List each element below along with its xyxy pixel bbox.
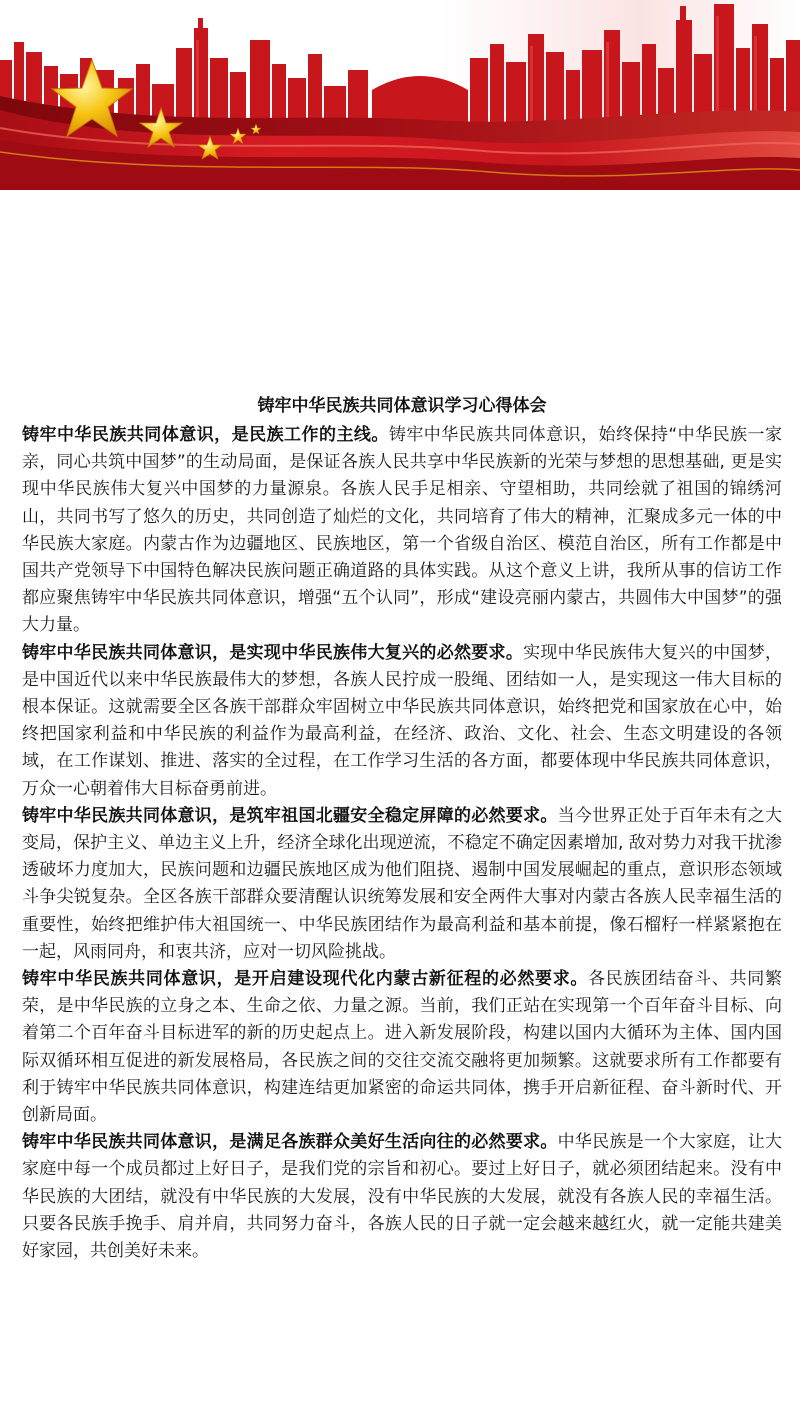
paragraph-lead: 铸牢中华民族共同体意识，是民族工作的主线。	[22, 425, 389, 445]
paragraph-body: 实现中华民族伟大复兴的中国梦，是中国近代以来中华民族最伟大的梦想，各族人民拧成一股绳、团结如一人，是实现这一伟大目标的根本保证。这就需要全区各族干部群众牢固树立中华民族共同体意识，始终把党和国家放在心中，始终把国家利益和中华民族的利益作为最高利益，在经济、政治、文化、社会、生态文明建设的各领域，在工作谋划、推进、落实的全过程，在工作学习生活的各方面，都要体现中华民族共同体意识，万众一心朝着伟大目标奋勇前进。	[22, 642, 783, 799]
paragraph-body: 中华民族是一个大家庭，让大家庭中每一个成员都过上好日子，是我们党的宗旨和初心。要过上好日子，就必须团结起来。没有中华民族的大团结，就没有中华民族的大发展，没有中华民族的大发展，就没有各族人民的幸福生活。只要各民族手挽手、肩并肩，共同努力奋斗，各族人民的日子就一定会越来越红火，就一定能共建美好家园，共创美好未来。	[22, 1132, 783, 1262]
paragraph-lead: 铸牢中华民族共同体意识，是开启建设现代化内蒙古新征程的必然要求。	[22, 969, 589, 990]
paragraph	[22, 803, 782, 966]
paragraph	[22, 1129, 782, 1265]
paragraph-body: 各民族团结奋斗、共同繁荣，是中华民族的立身之本、生命之依、力量之源。当前，我们正站在实现第一个百年奋斗目标、向着第二个百年奋斗目标进军的新的历史起点上。进入新发展阶段，构建以国内大循环为主体、国内国际双循环相互促进的新发展格局，各民族之间的交往交流交融将更加频繁。这就要求所有工作都要有利于铸牢中华民族共同体意识，构建连结更加紧密的命运共同体，携手开启新征程、奋斗新时代、开创新局面。	[22, 969, 782, 1126]
paragraph-lead: 铸牢中华民族共同体意识，是满足各族群众美好生活向往的必然要求。	[22, 1132, 558, 1153]
page-title: 铸牢中华民族共同体意识学习心得体会	[257, 396, 547, 416]
paragraph	[22, 966, 782, 1129]
document-body	[22, 392, 782, 1265]
paragraph	[22, 422, 782, 640]
paragraph-lead: 铸牢中华民族共同体意识，是实现中华民族伟大复兴的必然要求。	[22, 642, 524, 663]
paragraph-lead: 铸牢中华民族共同体意识，是筑牢祖国北疆安全稳定屏障的必然要求。	[22, 805, 558, 826]
paragraph-body: 铸牢中华民族共同体意识，始终保持“中华民族一家亲，同心共筑中国梦”的生动局面，是保证各族人民共享中华民族新的光荣与梦想的思想基础, 更是实现中华民族伟大复兴中国梦的力量源泉。各族人民手足相亲、守望相助，共同绘就了祖国的锦绣河山，共同书写了悠久的历史，共同创造了灿烂的文化，共同培育了伟大的精神，汇聚成多元一体的中华民族大家庭。内蒙古作为边疆地区、民族地区，第一个省级自治区、模范自治区，所有工作都是中国共产党领导下中国特色解决民族问题正确道路的具体实践。从这个意义上讲，我所从事的信访工作都应聚焦铸牢中华民族共同体意识，增强“五个认同”，形成“建设亮丽内蒙古，共圆伟大中国梦”的强大力量。	[22, 425, 782, 636]
banner	[0, 0, 800, 190]
paragraph	[22, 640, 782, 803]
paragraph-body: 当今世界正处于百年未有之大变局，保护主义、单边主义上升，经济全球化出现逆流，不稳定不确定因素增加, 敌对势力对我干扰渗透破坏力度加大，民族问题和边疆民族地区成为他们阻挠、遏制中国发展崛起的重点，意识形态领域斗争尖锐复杂。全区各族干部群众要清醒认识统筹发展和安全两件大事对内蒙古各族人民幸福生活的重要性，始终把维护伟大祖国统一、中华民族团结作为最高利益和基本前提，像石榴籽一样紧紧抱在一起，风雨同舟，和衷共济，应对一切风险挑战。	[22, 805, 783, 962]
